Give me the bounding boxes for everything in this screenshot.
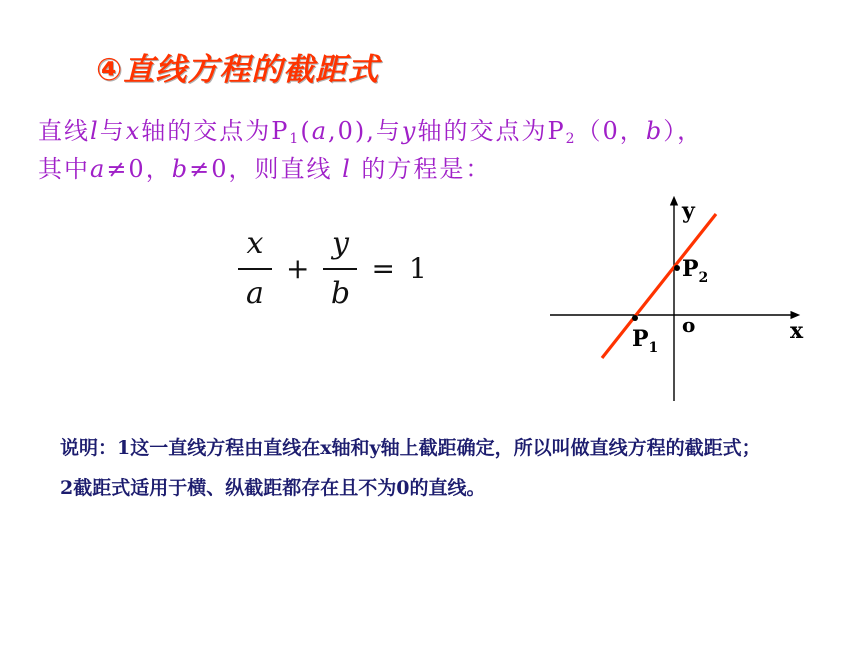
text-fragment: 的方程是： (351, 155, 492, 183)
denominator-b: b (330, 275, 351, 311)
statement-line-2 (38, 150, 860, 188)
intercept-formula (238, 226, 427, 312)
text-fragment: 其中 (38, 155, 90, 183)
text-fragment: ,0),与 (328, 117, 402, 145)
p1-label (632, 326, 658, 356)
a-symbol: a (90, 155, 107, 183)
point-p1 (632, 315, 638, 321)
x-symbol: x (125, 117, 142, 145)
line-symbol: l (90, 117, 100, 145)
plus-sign: + (286, 252, 310, 286)
subscript: 2 (565, 131, 577, 147)
p1-letter: P (632, 326, 649, 352)
coordinate-graph (546, 196, 826, 406)
rhs-one: 1 (408, 252, 427, 286)
fraction-bar (323, 268, 357, 270)
numerator-y: y (331, 226, 349, 261)
text-fragment: ≠0，则直线 (189, 155, 343, 183)
text-fragment: 轴的交点为P (141, 117, 290, 145)
statement-line-1 (38, 112, 860, 150)
statement-text (38, 112, 860, 188)
text-fragment: ( (300, 117, 312, 145)
fraction-y-over-b (323, 226, 357, 312)
note-line-2: 2截距式适用于横、纵截距都存在且不为0的直线。 (60, 477, 486, 499)
x-axis-label: x (790, 318, 804, 344)
p2-letter: P (682, 256, 699, 282)
slide-title: ④直线方程的截距式 (96, 52, 380, 88)
subscript: 1 (289, 131, 301, 147)
origin-label: o (682, 313, 696, 337)
y-symbol: y (401, 117, 418, 145)
numerator-x: x (246, 226, 264, 261)
a-symbol: a (311, 117, 328, 145)
explanation-note (60, 434, 830, 514)
y-axis-label: y (682, 198, 695, 224)
text-fragment: 轴的交点为P (417, 117, 566, 145)
text-fragment: 直线 (38, 117, 90, 145)
b-symbol: b (645, 117, 664, 145)
text-fragment: ≠0， (106, 155, 172, 183)
text-fragment: （0， (576, 117, 646, 145)
p1-subscript: 1 (648, 340, 659, 356)
line-symbol: l (342, 155, 352, 183)
b-symbol: b (171, 155, 190, 183)
p2-label (682, 256, 708, 286)
text-fragment: 与 (99, 117, 126, 145)
fraction-bar (238, 268, 272, 270)
note-line-1: 说明：1这一直线方程由直线在x轴和y轴上截距确定，所以叫做直线方程的截距式； (60, 437, 761, 459)
intercept-line (602, 214, 716, 358)
equals-sign: = (371, 252, 395, 286)
p2-subscript: 2 (698, 270, 709, 286)
text-fragment: ）， (663, 117, 704, 145)
denominator-a: a (246, 275, 264, 311)
fraction-x-over-a (238, 226, 272, 312)
point-p2 (674, 265, 680, 271)
